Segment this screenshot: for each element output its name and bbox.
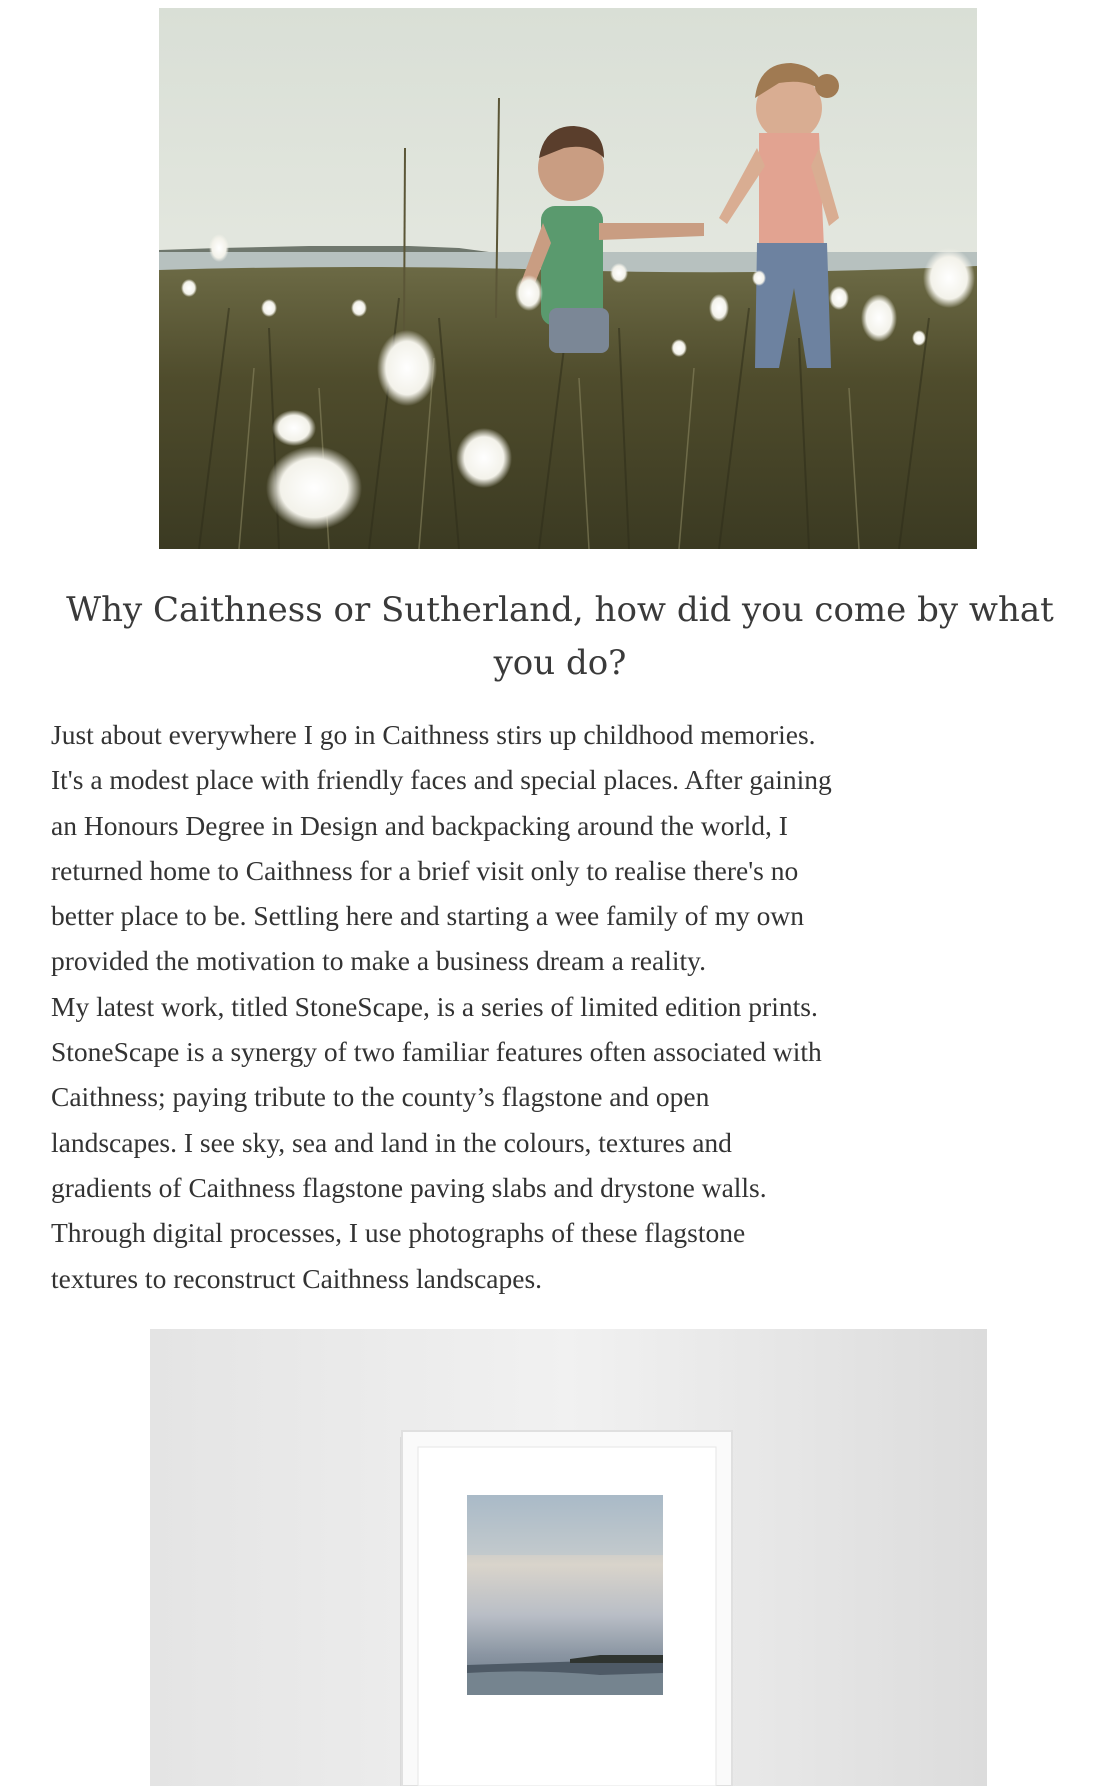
body-line: It's a modest place with friendly faces and special places. After gaining — [51, 764, 832, 796]
body-line: textures to reconstruct Caithness landscapes. — [51, 1262, 543, 1294]
framed-print-image — [150, 1329, 987, 1786]
children-field-photo — [159, 8, 977, 549]
body-line: landscapes. I see sky, sea and land in the colours, textures and — [51, 1126, 732, 1158]
body-line: My latest work, titled StoneScape, is a series of limited edition prints. — [51, 990, 818, 1022]
body-line: StoneScape is a synergy of two familiar features often associated with — [51, 1036, 822, 1068]
section-heading — [60, 584, 1060, 690]
children-field-image — [159, 8, 977, 549]
heading-line-1: Why Caithness or Sutherland, how did you come by what — [66, 590, 1054, 630]
body-line: better place to be. Settling here and starting a wee family of my own — [51, 900, 804, 932]
body-line: Caithness; paying tribute to the county’s flagstone and open — [51, 1081, 710, 1113]
article-body — [51, 712, 1091, 1301]
heading-line-2: you do? — [493, 643, 627, 683]
body-line: gradients of Caithness flagstone paving slabs and drystone walls. — [51, 1171, 767, 1203]
body-line: provided the motivation to make a business dream a reality. — [51, 945, 706, 977]
body-line: an Honours Degree in Design and backpacking around the world, I — [51, 809, 788, 841]
body-line: Just about everywhere I go in Caithness stirs up childhood memories. — [51, 719, 816, 750]
body-line: returned home to Caithness for a brief visit only to realise there's no — [51, 854, 799, 886]
body-line: Through digital processes, I use photographs of these flagstone — [51, 1217, 746, 1249]
framed-print-photo — [150, 1329, 987, 1786]
